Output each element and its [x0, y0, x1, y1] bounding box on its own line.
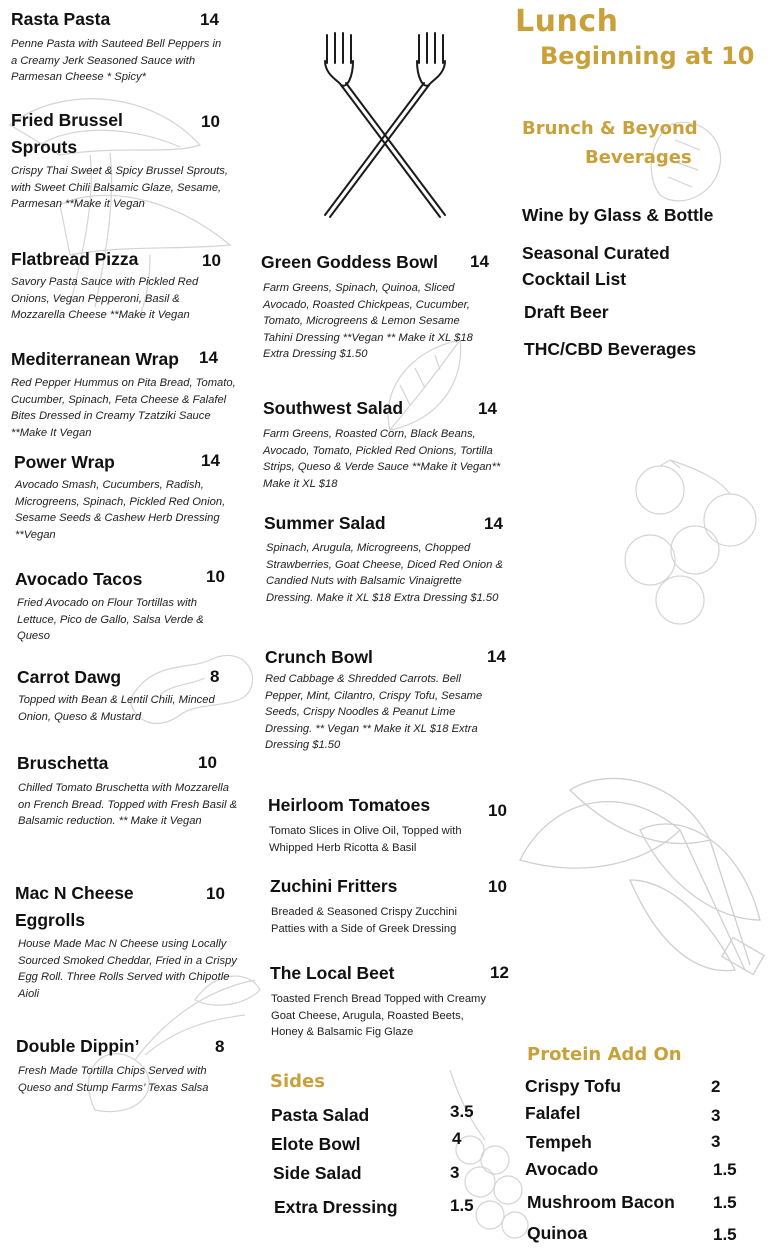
item-desc: Red Cabbage & Shredded Carrots. Bell Pepper, Mint, Cilantro, Crispy Tofu, Sesame Seeds, Crispy Noodles & Peanut Lime Dressing. ** Vegan ** Make it XL $18 Extra Dressing $1.50 [265, 673, 483, 752]
beverage-item: Wine by Glass & Bottle [522, 205, 714, 225]
beverage-item: Seasonal Curated Cocktail List [522, 243, 670, 289]
side-price: 1.5 [450, 1196, 474, 1215]
protein-name: Mushroom Bacon [527, 1192, 675, 1212]
item-desc: Spinach, Arugula, Microgreens, Chopped Strawberries, Goat Cheese, Diced Red Onion & Candied Nuts with Balsamic Vinaigrette Dressing. Make it XL $18 Extra Dressing $1.50 [266, 542, 503, 604]
item-desc: Crispy Thai Sweet & Spicy Brussel Sprouts, with Sweet Chili Balsamic Glaze, Sesame, Parmesan **Make it Vegan [11, 165, 228, 211]
beverage-item: THC/CBD Beverages [524, 339, 697, 359]
item-name: Mac N Cheese Eggrolls [15, 883, 134, 930]
item-price: 10 [488, 801, 507, 820]
item-name: Summer Salad [264, 513, 386, 533]
item-price: 8 [215, 1037, 225, 1056]
item-desc: Avocado Smash, Cucumbers, Radish, Microgreens, Spinach, Pickled Red Onion, Sesame Seeds & Cashew Herb Dressing **Vegan [15, 479, 226, 541]
protein-price: 1.5 [713, 1193, 737, 1212]
beverage-item: Draft Beer [524, 302, 609, 322]
item-desc: Topped with Bean & Lentil Chili, Minced Onion, Queso & Mustard [18, 694, 215, 723]
protein-price: 1.5 [713, 1225, 737, 1244]
protein-price: 3 [711, 1132, 721, 1151]
item-desc: Chilled Tomato Bruschetta with Mozzarella on French Bread. Topped with Fresh Basil & Balsamic reduction. ** Make it Vegan [18, 782, 238, 828]
sides-title: Sides [270, 1071, 325, 1092]
item-desc: Red Pepper Hummus on Pita Bread, Tomato, Cucumber, Spinach, Feta Cheese & Falafel Bites Dressed in Creamy Tzatziki Sauce **Make It Vegan [11, 377, 236, 439]
protein-name: Quinoa [527, 1223, 588, 1243]
side-price: 3.5 [450, 1102, 474, 1121]
item-desc: Fresh Made Tortilla Chips Served with Queso and Stump Farms’ Texas Salsa [18, 1065, 209, 1094]
protein-price: 1.5 [713, 1160, 737, 1179]
item-price: 10 [202, 251, 221, 270]
side-name: Elote Bowl [271, 1134, 361, 1154]
item-price: 10 [206, 567, 225, 586]
menu-subtitle: Beginning at 10 [540, 42, 755, 70]
item-price: 14 [484, 514, 503, 533]
item-name: Flatbread Pizza [11, 249, 139, 269]
item-desc: Farm Greens, Spinach, Quinoa, Sliced Avocado, Roasted Chickpeas, Cucumber, Tomato, Microgreens & Lemon Sesame Tahini Dressing **Vegan ** Make it XL $18 Extra Dressing $1.50 [263, 282, 473, 361]
item-desc: Fried Avocado on Flour Tortillas with Lettuce, Pico de Gallo, Salsa Verde & Queso [17, 597, 204, 643]
item-desc: Penne Pasta with Sauteed Bell Peppers in a Creamy Jerk Seasoned Sauce with Parmesan Cheese * Spicy* [11, 38, 222, 84]
tomatoes-sketch-icon [610, 450, 768, 630]
item-desc: Toasted French Bread Topped with Creamy Goat Cheese, Arugula, Roasted Beets, Honey & Balsamic Fig Glaze [271, 993, 486, 1039]
protein-name: Tempeh [526, 1132, 592, 1152]
protein-title: Protein Add On [527, 1044, 682, 1065]
item-name: Crunch Bowl [265, 647, 373, 667]
item-desc: Savory Pasta Sauce with Pickled Red Onions, Vegan Pepperoni, Basil & Mozzarella Cheese **Make it Vegan [11, 276, 199, 322]
item-desc: Tomato Slices in Olive Oil, Topped with Whipped Herb Ricotta & Basil [269, 825, 462, 854]
item-price: 10 [206, 884, 225, 903]
item-name: Green Goddess Bowl [261, 252, 438, 272]
beverages-title-line2: Beverages [585, 147, 692, 168]
side-price: 4 [452, 1129, 462, 1148]
spinach-sketch-icon [510, 770, 768, 1000]
beverages-title: Brunch & Beyond [522, 118, 698, 139]
item-price: 14 [199, 348, 218, 367]
item-price: 8 [210, 667, 220, 686]
protein-name: Crispy Tofu [525, 1076, 621, 1096]
item-price: 14 [470, 252, 489, 271]
item-name: Power Wrap [14, 452, 115, 472]
item-name: The Local Beet [270, 963, 395, 983]
item-name: Bruschetta [17, 753, 109, 773]
item-desc: House Made Mac N Cheese using Locally Sourced Smoked Cheddar, Fried in a Crispy Egg Roll. Three Rolls Served with Chipotle Aioli [18, 938, 237, 1000]
item-price: 10 [488, 877, 507, 896]
item-name: Zuchini Fritters [270, 876, 398, 896]
item-price: 12 [490, 963, 509, 982]
protein-name: Avocado [525, 1159, 599, 1179]
side-name: Extra Dressing [274, 1197, 398, 1217]
item-name: Heirloom Tomatoes [268, 795, 431, 815]
item-name: Avocado Tacos [15, 569, 143, 589]
side-price: 3 [450, 1163, 460, 1182]
item-desc: Farm Greens, Roasted Corn, Black Beans, Avocado, Tomato, Pickled Red Onions, Tortilla Strips, Queso & Verde Sauce **Make it Vegan** Make it XL $18 [263, 428, 501, 490]
item-name: Mediterranean Wrap [11, 349, 179, 369]
item-price: 14 [200, 10, 219, 29]
item-price: 10 [201, 112, 220, 131]
protein-name: Falafel [525, 1103, 581, 1123]
side-name: Pasta Salad [271, 1105, 370, 1125]
item-name: Double Dippin’ [16, 1036, 140, 1056]
item-price: 14 [201, 451, 220, 470]
item-name: Southwest Salad [263, 398, 404, 418]
protein-price: 2 [711, 1077, 721, 1096]
item-name: Rasta Pasta [11, 9, 111, 29]
side-name: Side Salad [273, 1163, 362, 1183]
item-price: 10 [198, 753, 217, 772]
item-name: Carrot Dawg [17, 667, 122, 687]
menu-title: Lunch [515, 4, 619, 39]
item-desc: Breaded & Seasoned Crispy Zucchini Patties with a Side of Greek Dressing [271, 906, 457, 935]
protein-price: 3 [711, 1106, 721, 1125]
item-price: 14 [478, 399, 497, 418]
crossed-forks-icon [305, 25, 465, 225]
item-price: 14 [487, 647, 506, 666]
item-name: Fried Brussel Sprouts [11, 110, 123, 157]
